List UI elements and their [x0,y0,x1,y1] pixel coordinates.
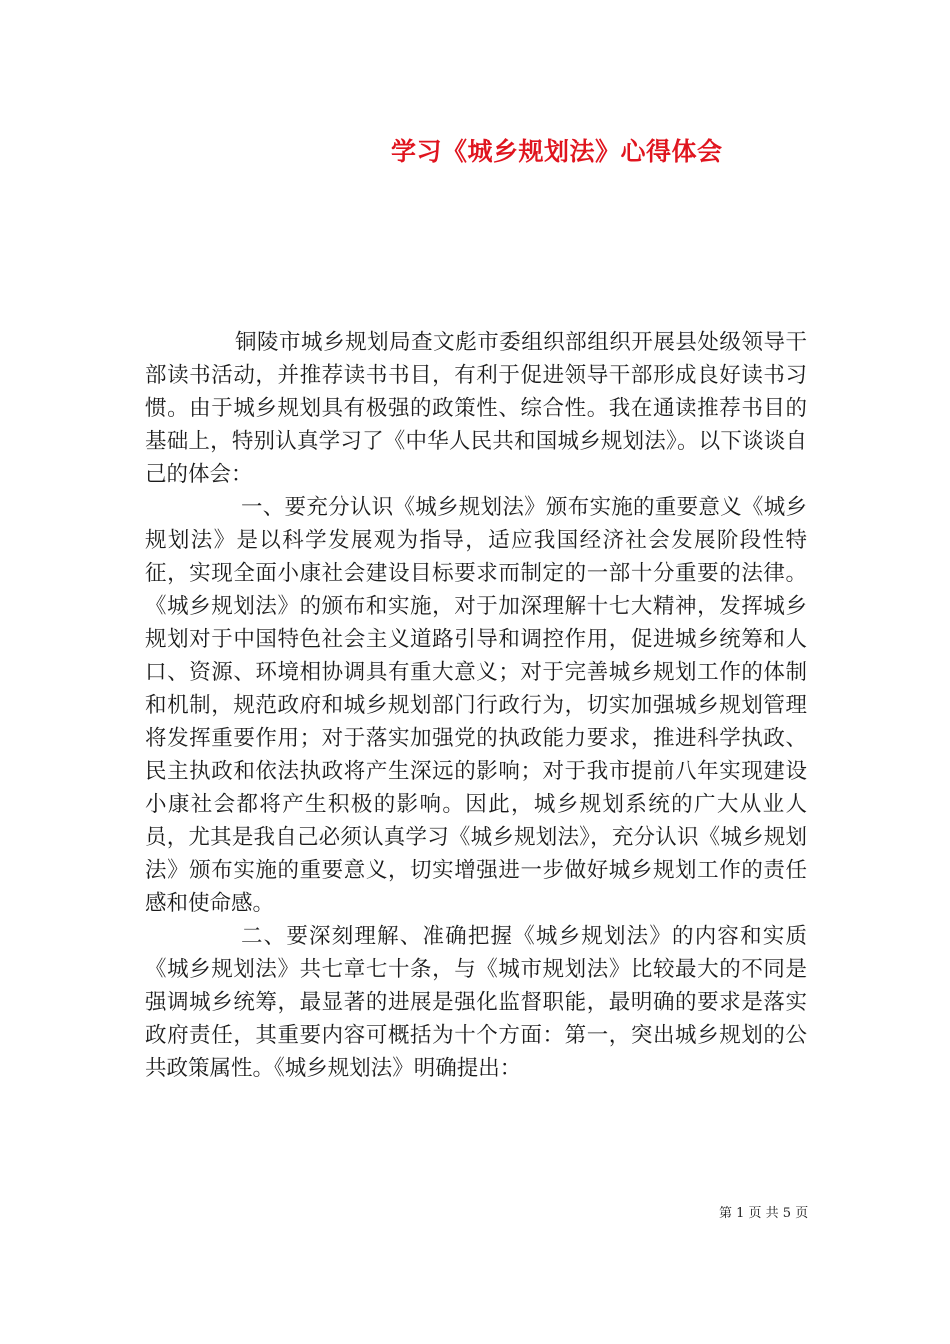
page-number-footer: 第 1 页 共 5 页 [719,1206,809,1221]
document-body [145,326,807,1085]
paragraph-section-two: 二、要深刻理解、准确把握《城乡规划法》的内容和实质《城乡规划法》共七章七十条，与《城市规划法》比较最大的不同是强调城乡统筹，最显著的进展是强化监督职能，最明确的要求是落实政府责任，其重要内容可概括为十个方面：第一，突出城乡规划的公共政策属性。《城乡规划法》明确提出： [145,924,807,1081]
document-title: 学习《城乡规划法》心得体会 [391,137,723,166]
paragraph-section-one: 一、要充分认识《城乡规划法》颁布实施的重要意义《城乡规划法》是以科学发展观为指导，适应我国经济社会发展阶段性特征，实现全面小康社会建设目标要求而制定的一部十分重要的法律。《城乡规划法》的颁布和实施，对于加深理解十七大精神，发挥城乡规划对于中国特色社会主义道路引导和调控作用，促进城乡统筹和人口、资源、环境相协调具有重大意义；对于完善城乡规划工作的体制和机制，规范政府和城乡规划部门行政行为，切实加强城乡规划管理将发挥重要作用；对于落实加强党的执政能力要求，推进科学执政、民主执政和依法执政将产生深远的影响；对于我市提前八年实现建设小康社会都将产生积极的影响。因此，城乡规划系统的广大从业人员，尤其是我自己必须认真学习《城乡规划法》，充分认识《城乡规划法》颁布实施的重要意义，切实增强进一步做好城乡规划工作的责任感和使命感。 [145,495,807,916]
paragraph-intro: 铜陵市城乡规划局查文彪市委组织部组织开展县处级领导干部读书活动，并推荐读书书目，有利于促进领导干部形成良好读书习惯。由于城乡规划具有极强的政策性、综合性。我在通读推荐书目的基础上，特别认真学习了《中华人民共和国城乡规划法》。以下谈谈自己的体会： [145,330,807,487]
